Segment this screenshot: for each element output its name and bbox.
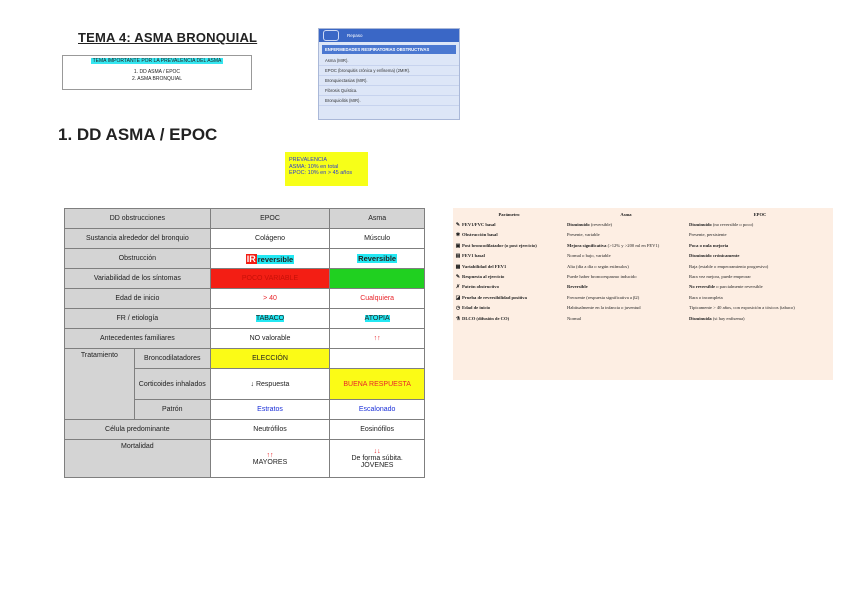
parameter-cell bbox=[453, 220, 565, 230]
logo-icon bbox=[323, 30, 339, 41]
epoc-cell bbox=[687, 262, 833, 272]
table-cell bbox=[210, 440, 330, 478]
epoc-cell bbox=[687, 282, 833, 292]
epoc-text: (no reversible o poco) bbox=[711, 222, 754, 227]
row-label: Célula predominante bbox=[65, 420, 211, 440]
epoc-text: Rara o incompleta bbox=[689, 294, 723, 300]
dd-table bbox=[64, 208, 425, 478]
mortality-text: JÓVENES bbox=[360, 462, 394, 469]
asma-text: Normal o bajo, variable bbox=[567, 253, 611, 259]
asma-emphasis: Reversible bbox=[567, 284, 588, 290]
parameter-cell bbox=[453, 230, 565, 240]
tabaco-text: TABACO bbox=[255, 315, 285, 322]
parameter-label: Respuesta al ejercicio bbox=[462, 274, 505, 280]
table-cell: Colágeno bbox=[210, 229, 330, 249]
table-cell: ↑↑ bbox=[330, 329, 425, 349]
comparison-row bbox=[453, 303, 833, 313]
epoc-cell bbox=[687, 272, 833, 282]
page-title: TEMA 4: ASMA BRONQUIAL bbox=[78, 30, 258, 45]
clock-icon: ◷ bbox=[455, 306, 461, 312]
epoc-cell bbox=[687, 293, 833, 303]
row-label: FR / etiología bbox=[65, 309, 211, 329]
comparison-row bbox=[453, 230, 833, 240]
document-icon: ▤ bbox=[455, 254, 461, 260]
comparison-row bbox=[453, 241, 833, 251]
review-card-title: Repaso bbox=[347, 33, 363, 38]
epoc-text: Típicamente > 40 años, con exposición a tóxicos (tabaco) bbox=[689, 305, 795, 311]
parameter-label: Edad de inicio bbox=[462, 305, 491, 311]
table-cell: Músculo bbox=[330, 229, 425, 249]
summary-item: 2. ASMA BRONQUIAL bbox=[131, 75, 183, 82]
atopia-text: ATOPIA bbox=[364, 315, 390, 322]
table-cell bbox=[330, 249, 425, 269]
asma-text: Puede haber broncoespasmo inducido bbox=[567, 274, 637, 280]
lungs-icon: ✱ bbox=[455, 233, 461, 239]
cross-icon: ✗ bbox=[455, 285, 461, 291]
row-sublabel: Broncodilatadores bbox=[134, 349, 210, 369]
table-row bbox=[65, 349, 425, 369]
epoc-emphasis: Disminuido bbox=[689, 222, 712, 227]
review-list-item: Bronquiolitis (MIR). bbox=[319, 96, 459, 106]
table-cell: BUENA RESPUESTA bbox=[330, 369, 425, 400]
asma-cell bbox=[565, 262, 687, 272]
table-row bbox=[65, 229, 425, 249]
calendar-icon: ▦ bbox=[455, 264, 461, 270]
comparison-row bbox=[453, 262, 833, 272]
parameter-label: DLCO (difusión de CO) bbox=[462, 315, 510, 321]
table-cell: Escalonado bbox=[330, 400, 425, 420]
table-cell bbox=[330, 269, 425, 289]
asma-cell bbox=[565, 282, 687, 292]
epoc-cell bbox=[687, 314, 833, 324]
prevalence-note bbox=[285, 152, 368, 186]
prevalence-line: ASMA: 10% en total bbox=[289, 163, 339, 170]
comparison-table bbox=[453, 208, 833, 324]
review-list-item: Asma (MIR). bbox=[319, 56, 459, 66]
flask-icon: ◪ bbox=[455, 295, 461, 301]
parameter-label: FEV1/FVC basal bbox=[462, 222, 496, 227]
epoc-cell bbox=[687, 251, 833, 261]
table-cell bbox=[330, 440, 425, 478]
review-list-item: Fibrosis Quística. bbox=[319, 86, 459, 96]
mortality-arrows: ↓↓ bbox=[373, 448, 381, 455]
table-header: Asma bbox=[330, 209, 425, 229]
epoc-emphasis: Disminuida bbox=[689, 315, 712, 321]
epoc-emphasis: Poca o nula mejoría bbox=[689, 242, 729, 248]
row-label: Sustancia alrededor del bronquio bbox=[65, 229, 211, 249]
row-label: Variabilidad de los síntomas bbox=[65, 269, 211, 289]
reversible-text: Reversible bbox=[358, 254, 397, 263]
epoc-text: Presente, persistente bbox=[689, 232, 727, 238]
comparison-row bbox=[453, 293, 833, 303]
review-list-item: Bronquiectasias (MIR). bbox=[319, 76, 459, 86]
mortality-text: De forma súbita. bbox=[351, 455, 403, 462]
epoc-cell bbox=[687, 303, 833, 313]
epoc-text: (si hay enfisema) bbox=[711, 315, 745, 321]
table-cell: NO valorable bbox=[210, 329, 330, 349]
table-row bbox=[65, 249, 425, 269]
molecule-icon: ⚗ bbox=[455, 316, 461, 322]
comparison-row bbox=[453, 272, 833, 282]
table-cell: > 40 bbox=[210, 289, 330, 309]
row-label: Obstrucción bbox=[65, 249, 211, 269]
review-list-item: EPOC (bronquitis crónica y enfisema) (2MIR). bbox=[319, 66, 459, 76]
table-cell: POCO VARIABLE bbox=[210, 269, 330, 289]
epoc-emphasis: No reversible bbox=[689, 284, 716, 290]
table-row bbox=[65, 269, 425, 289]
asma-text: Habitualmente en la infancia o juventud bbox=[567, 305, 641, 311]
summary-item: 1. DD ASMA / EPOC bbox=[133, 69, 181, 75]
comparison-header-row bbox=[453, 208, 833, 220]
parameter-cell bbox=[453, 303, 565, 313]
table-row bbox=[65, 329, 425, 349]
asma-cell bbox=[565, 220, 687, 230]
asma-text: (>12% y >200 ml en FEV1) bbox=[606, 242, 660, 248]
asma-cell bbox=[565, 251, 687, 261]
table-cell bbox=[330, 309, 425, 329]
table-row bbox=[65, 289, 425, 309]
summary-box bbox=[62, 55, 252, 90]
comparison-row bbox=[453, 220, 833, 230]
epoc-text: Baja (estable o empeoramiento progresivo) bbox=[689, 263, 769, 269]
epoc-cell bbox=[687, 241, 833, 251]
table-cell: Neutrófilos bbox=[210, 420, 330, 440]
parameter-cell bbox=[453, 314, 565, 324]
asma-text: Normal bbox=[567, 315, 582, 321]
table-cell: Estratos bbox=[210, 400, 330, 420]
section-title: 1. DD ASMA / EPOC bbox=[58, 125, 218, 144]
parameter-cell bbox=[453, 241, 565, 251]
asma-text: Frecuente (respuesta significativa a β2) bbox=[567, 294, 640, 300]
parameter-label: Variabilidad del FEV1 bbox=[462, 263, 507, 269]
row-sublabel: Patrón bbox=[134, 400, 210, 420]
table-cell bbox=[210, 309, 330, 329]
review-card-header bbox=[319, 29, 459, 42]
asma-emphasis: Disminuido bbox=[567, 222, 590, 227]
comparison-row bbox=[453, 314, 833, 324]
comparison-row bbox=[453, 251, 833, 261]
asma-emphasis: Mejora significativa bbox=[567, 242, 607, 248]
comparison-panel bbox=[453, 208, 833, 380]
table-cell: Eosinófilos bbox=[330, 420, 425, 440]
table-cell bbox=[210, 249, 330, 269]
parameter-cell bbox=[453, 251, 565, 261]
asma-cell bbox=[565, 293, 687, 303]
table-cell: ELECCIÓN bbox=[210, 349, 330, 369]
row-label: Edad de inicio bbox=[65, 289, 211, 309]
review-card-subheader: ENFERMEDADES RESPIRATORIAS OBSTRUCTIVAS bbox=[322, 45, 456, 54]
asma-text: (reversible) bbox=[589, 222, 613, 227]
parameter-label: Prueba de reversibilidad positiva bbox=[462, 294, 527, 300]
parameter-label: Patrón obstructivo bbox=[462, 284, 499, 290]
asma-cell bbox=[565, 230, 687, 240]
irreversible-suffix: reversible bbox=[257, 254, 294, 264]
row-label: Mortalidad bbox=[65, 440, 211, 478]
row-label: Tratamiento bbox=[65, 349, 135, 420]
prevalence-title: PREVALENCIA bbox=[289, 157, 328, 163]
chart-icon: ▣ bbox=[455, 243, 461, 249]
table-row bbox=[65, 420, 425, 440]
table-cell: ↓ Respuesta bbox=[210, 369, 330, 400]
comparison-header: Asma bbox=[620, 212, 632, 217]
parameter-cell bbox=[453, 262, 565, 272]
asma-cell bbox=[565, 272, 687, 282]
summary-highlight: TEMA IMPORTANTE POR LA PREVALENCIA DEL ASMA bbox=[92, 58, 222, 64]
epoc-cell bbox=[687, 220, 833, 230]
asma-cell bbox=[565, 314, 687, 324]
parameter-cell bbox=[453, 293, 565, 303]
table-header: EPOC bbox=[210, 209, 330, 229]
asma-text: Alta (día a día o según estímulos) bbox=[567, 263, 629, 269]
epoc-emphasis: Disminuido crónicamente bbox=[689, 253, 740, 259]
asma-cell bbox=[565, 241, 687, 251]
table-row bbox=[65, 440, 425, 478]
prevalence-line: EPOC: 10% en > 45 años bbox=[289, 170, 353, 176]
pencil-icon: ✎ bbox=[455, 223, 461, 228]
parameter-cell bbox=[453, 272, 565, 282]
review-card bbox=[318, 28, 460, 120]
epoc-text: Rara vez mejora, puede empeorar bbox=[689, 274, 751, 280]
comparison-header: Parámetro bbox=[498, 212, 520, 217]
parameter-label: Obstrucción basal bbox=[462, 232, 498, 238]
comparison-row bbox=[453, 282, 833, 292]
asma-text: Presente, variable bbox=[567, 232, 600, 238]
parameter-cell bbox=[453, 282, 565, 292]
epoc-text: o parcialmente reversible bbox=[715, 284, 763, 290]
table-header-row bbox=[65, 209, 425, 229]
table-row bbox=[65, 309, 425, 329]
row-sublabel: Corticoides inhalados bbox=[134, 369, 210, 400]
table-cell bbox=[330, 349, 425, 369]
row-label: Antecedentes familiares bbox=[65, 329, 211, 349]
comparison-header: EPOC bbox=[753, 212, 767, 217]
epoc-cell bbox=[687, 230, 833, 240]
mortality-text: MAYORES bbox=[252, 458, 288, 466]
parameter-label: Post broncodilatador (o post ejercicio) bbox=[462, 242, 537, 248]
mortality-arrows: ↑↑ bbox=[266, 451, 274, 459]
runner-icon: ✎ bbox=[455, 275, 461, 281]
table-header: DD obstrucciones bbox=[65, 209, 211, 229]
table-cell: Cualquiera bbox=[330, 289, 425, 309]
asma-cell bbox=[565, 303, 687, 313]
parameter-label: FEV1 basal bbox=[462, 253, 485, 259]
irreversible-prefix: IR bbox=[246, 253, 256, 264]
